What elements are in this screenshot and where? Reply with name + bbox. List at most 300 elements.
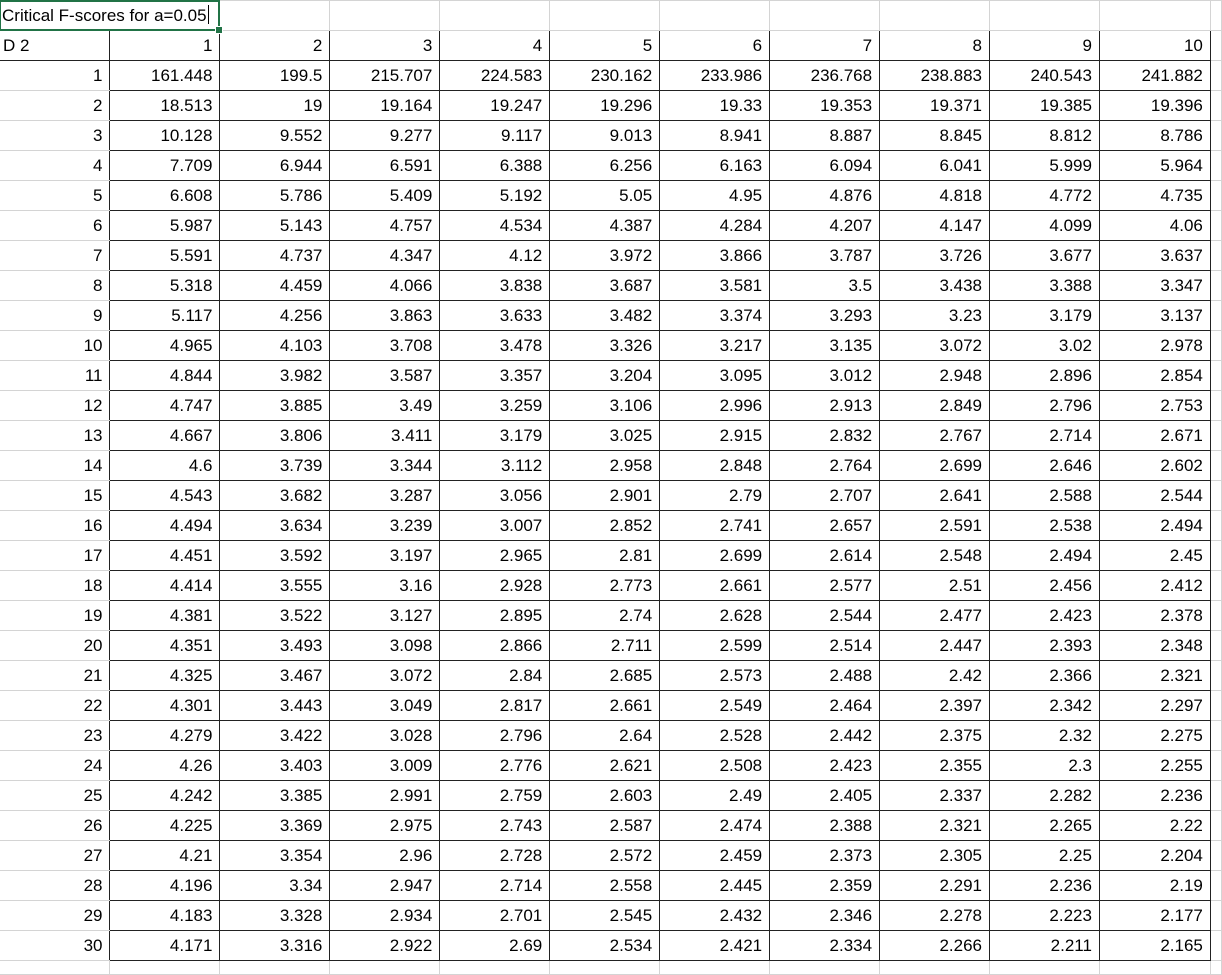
cell[interactable]	[1210, 721, 1221, 751]
cell[interactable]	[1210, 91, 1221, 121]
value-cell[interactable]: 8.786	[1099, 121, 1210, 151]
value-cell[interactable]: 3.806	[220, 421, 330, 451]
row-label-cell[interactable]: 16	[0, 511, 110, 541]
corner-label-cell[interactable]: D 2	[0, 31, 110, 61]
value-cell[interactable]: 4.066	[330, 271, 440, 301]
value-cell[interactable]: 2.405	[770, 781, 880, 811]
value-cell[interactable]: 4.279	[110, 721, 220, 751]
value-cell[interactable]: 240.543	[990, 61, 1100, 91]
value-cell[interactable]: 3.287	[330, 481, 440, 511]
value-cell[interactable]: 3.637	[1099, 241, 1210, 271]
value-cell[interactable]: 4.494	[110, 511, 220, 541]
active-cell[interactable]	[0, 1, 220, 31]
value-cell[interactable]: 8.941	[660, 121, 770, 151]
value-cell[interactable]: 3.137	[1099, 301, 1210, 331]
value-cell[interactable]: 2.442	[770, 721, 880, 751]
value-cell[interactable]: 19.164	[330, 91, 440, 121]
value-cell[interactable]: 2.359	[770, 871, 880, 901]
value-cell[interactable]: 2.573	[660, 661, 770, 691]
cell[interactable]	[1210, 571, 1221, 601]
value-cell[interactable]: 2.922	[330, 931, 440, 961]
cell[interactable]	[1210, 121, 1221, 151]
value-cell[interactable]: 2.3	[990, 751, 1100, 781]
value-cell[interactable]: 6.591	[330, 151, 440, 181]
row-label-cell[interactable]: 5	[0, 181, 110, 211]
value-cell[interactable]: 6.608	[110, 181, 220, 211]
value-cell[interactable]: 9.117	[440, 121, 550, 151]
value-cell[interactable]: 7.709	[110, 151, 220, 181]
value-cell[interactable]: 19.396	[1099, 91, 1210, 121]
value-cell[interactable]: 2.19	[1099, 871, 1210, 901]
value-cell[interactable]: 3.863	[330, 301, 440, 331]
value-cell[interactable]: 2.321	[880, 811, 990, 841]
value-cell[interactable]: 4.06	[1099, 211, 1210, 241]
value-cell[interactable]: 3.098	[330, 631, 440, 661]
value-cell[interactable]: 2.236	[990, 871, 1100, 901]
row-label-cell[interactable]: 24	[0, 751, 110, 781]
value-cell[interactable]: 4.876	[770, 181, 880, 211]
value-cell[interactable]: 3.049	[330, 691, 440, 721]
value-cell[interactable]: 2.211	[990, 931, 1100, 961]
value-cell[interactable]: 4.103	[220, 331, 330, 361]
value-cell[interactable]: 2.572	[550, 841, 660, 871]
value-cell[interactable]: 2.278	[880, 901, 990, 931]
value-cell[interactable]: 2.707	[770, 481, 880, 511]
column-header-cell[interactable]: 9	[990, 31, 1100, 61]
value-cell[interactable]: 3.007	[440, 511, 550, 541]
value-cell[interactable]: 2.488	[770, 661, 880, 691]
row-label-cell[interactable]: 8	[0, 271, 110, 301]
value-cell[interactable]: 3.028	[330, 721, 440, 751]
cell[interactable]	[330, 1, 440, 31]
value-cell[interactable]: 2.928	[440, 571, 550, 601]
cell[interactable]	[1210, 421, 1221, 451]
value-cell[interactable]: 4.242	[110, 781, 220, 811]
value-cell[interactable]: 2.714	[990, 421, 1100, 451]
value-cell[interactable]: 2.549	[660, 691, 770, 721]
value-cell[interactable]: 2.397	[880, 691, 990, 721]
value-cell[interactable]: 4.667	[110, 421, 220, 451]
value-cell[interactable]: 2.591	[880, 511, 990, 541]
value-cell[interactable]: 2.587	[550, 811, 660, 841]
cell[interactable]	[0, 961, 110, 975]
value-cell[interactable]: 3.739	[220, 451, 330, 481]
value-cell[interactable]: 4.543	[110, 481, 220, 511]
value-cell[interactable]: 3.687	[550, 271, 660, 301]
cell[interactable]	[1210, 961, 1221, 975]
value-cell[interactable]: 2.393	[990, 631, 1100, 661]
value-cell[interactable]: 3.385	[220, 781, 330, 811]
value-cell[interactable]: 2.948	[880, 361, 990, 391]
value-cell[interactable]: 2.223	[990, 901, 1100, 931]
value-cell[interactable]: 8.845	[880, 121, 990, 151]
value-cell[interactable]: 3.682	[220, 481, 330, 511]
row-label-cell[interactable]: 26	[0, 811, 110, 841]
value-cell[interactable]: 2.49	[660, 781, 770, 811]
value-cell[interactable]: 3.127	[330, 601, 440, 631]
value-cell[interactable]: 3.708	[330, 331, 440, 361]
cell[interactable]	[880, 961, 990, 975]
value-cell[interactable]: 4.301	[110, 691, 220, 721]
value-cell[interactable]: 2.773	[550, 571, 660, 601]
value-cell[interactable]: 2.776	[440, 751, 550, 781]
value-cell[interactable]: 2.423	[990, 601, 1100, 631]
value-cell[interactable]: 6.163	[660, 151, 770, 181]
value-cell[interactable]: 3.482	[550, 301, 660, 331]
cell[interactable]	[1099, 1, 1210, 31]
row-label-cell[interactable]: 15	[0, 481, 110, 511]
value-cell[interactable]: 3.374	[660, 301, 770, 331]
value-cell[interactable]: 3.634	[220, 511, 330, 541]
row-label-cell[interactable]: 12	[0, 391, 110, 421]
value-cell[interactable]: 2.514	[770, 631, 880, 661]
value-cell[interactable]: 2.464	[770, 691, 880, 721]
value-cell[interactable]: 2.337	[880, 781, 990, 811]
value-cell[interactable]: 2.848	[660, 451, 770, 481]
value-cell[interactable]: 3.5	[770, 271, 880, 301]
value-cell[interactable]: 4.183	[110, 901, 220, 931]
value-cell[interactable]: 4.21	[110, 841, 220, 871]
value-cell[interactable]: 2.79	[660, 481, 770, 511]
value-cell[interactable]: 3.179	[990, 301, 1100, 331]
value-cell[interactable]: 2.661	[550, 691, 660, 721]
row-label-cell[interactable]: 27	[0, 841, 110, 871]
value-cell[interactable]: 4.818	[880, 181, 990, 211]
row-label-cell[interactable]: 2	[0, 91, 110, 121]
value-cell[interactable]: 2.628	[660, 601, 770, 631]
value-cell[interactable]: 3.112	[440, 451, 550, 481]
cell[interactable]	[440, 1, 550, 31]
cell[interactable]	[1210, 1, 1221, 31]
value-cell[interactable]: 2.965	[440, 541, 550, 571]
value-cell[interactable]: 3.726	[880, 241, 990, 271]
cell[interactable]	[1210, 301, 1221, 331]
value-cell[interactable]: 2.661	[660, 571, 770, 601]
value-cell[interactable]: 19.247	[440, 91, 550, 121]
value-cell[interactable]: 2.796	[990, 391, 1100, 421]
value-cell[interactable]: 2.494	[990, 541, 1100, 571]
value-cell[interactable]: 4.414	[110, 571, 220, 601]
value-cell[interactable]: 2.728	[440, 841, 550, 871]
value-cell[interactable]: 2.991	[330, 781, 440, 811]
cell[interactable]	[1099, 961, 1210, 975]
value-cell[interactable]: 2.508	[660, 751, 770, 781]
value-cell[interactable]: 2.743	[440, 811, 550, 841]
cell[interactable]	[1210, 31, 1221, 61]
cell[interactable]	[1210, 901, 1221, 931]
value-cell[interactable]: 3.478	[440, 331, 550, 361]
value-cell[interactable]: 236.768	[770, 61, 880, 91]
row-label-cell[interactable]: 10	[0, 331, 110, 361]
column-header-cell[interactable]: 4	[440, 31, 550, 61]
value-cell[interactable]: 3.677	[990, 241, 1100, 271]
cell[interactable]	[1210, 661, 1221, 691]
value-cell[interactable]: 2.255	[1099, 751, 1210, 781]
column-header-cell[interactable]: 3	[330, 31, 440, 61]
row-label-cell[interactable]: 19	[0, 601, 110, 631]
cell[interactable]	[1210, 211, 1221, 241]
value-cell[interactable]: 2.421	[660, 931, 770, 961]
row-label-cell[interactable]: 20	[0, 631, 110, 661]
value-cell[interactable]: 2.25	[990, 841, 1100, 871]
value-cell[interactable]: 2.423	[770, 751, 880, 781]
value-cell[interactable]: 2.355	[880, 751, 990, 781]
value-cell[interactable]: 2.348	[1099, 631, 1210, 661]
value-cell[interactable]: 2.641	[880, 481, 990, 511]
value-cell[interactable]: 2.32	[990, 721, 1100, 751]
cell[interactable]	[1210, 391, 1221, 421]
value-cell[interactable]: 6.256	[550, 151, 660, 181]
column-header-cell[interactable]: 7	[770, 31, 880, 61]
value-cell[interactable]: 2.305	[880, 841, 990, 871]
value-cell[interactable]: 3.179	[440, 421, 550, 451]
value-cell[interactable]: 2.534	[550, 931, 660, 961]
value-cell[interactable]: 2.934	[330, 901, 440, 931]
cell[interactable]	[1210, 451, 1221, 481]
value-cell[interactable]: 2.915	[660, 421, 770, 451]
cell[interactable]	[220, 1, 330, 31]
value-cell[interactable]: 238.883	[880, 61, 990, 91]
value-cell[interactable]: 9.277	[330, 121, 440, 151]
value-cell[interactable]: 2.177	[1099, 901, 1210, 931]
value-cell[interactable]: 3.316	[220, 931, 330, 961]
value-cell[interactable]: 3.095	[660, 361, 770, 391]
column-header-cell[interactable]: 10	[1099, 31, 1210, 61]
value-cell[interactable]: 4.171	[110, 931, 220, 961]
value-cell[interactable]: 2.646	[990, 451, 1100, 481]
value-cell[interactable]: 3.239	[330, 511, 440, 541]
cell[interactable]	[1210, 511, 1221, 541]
value-cell[interactable]: 2.852	[550, 511, 660, 541]
cell[interactable]	[990, 1, 1100, 31]
value-cell[interactable]: 3.326	[550, 331, 660, 361]
value-cell[interactable]: 2.74	[550, 601, 660, 631]
value-cell[interactable]: 2.701	[440, 901, 550, 931]
value-cell[interactable]: 2.42	[880, 661, 990, 691]
cell[interactable]	[550, 961, 660, 975]
value-cell[interactable]: 2.901	[550, 481, 660, 511]
value-cell[interactable]: 5.999	[990, 151, 1100, 181]
cell[interactable]	[1210, 271, 1221, 301]
value-cell[interactable]: 2.342	[990, 691, 1100, 721]
value-cell[interactable]: 6.041	[880, 151, 990, 181]
row-label-cell[interactable]: 28	[0, 871, 110, 901]
value-cell[interactable]: 3.581	[660, 271, 770, 301]
value-cell[interactable]: 4.387	[550, 211, 660, 241]
value-cell[interactable]: 2.603	[550, 781, 660, 811]
value-cell[interactable]: 3.467	[220, 661, 330, 691]
value-cell[interactable]: 4.351	[110, 631, 220, 661]
value-cell[interactable]: 3.972	[550, 241, 660, 271]
value-cell[interactable]: 2.796	[440, 721, 550, 751]
value-cell[interactable]: 6.094	[770, 151, 880, 181]
cell[interactable]	[1210, 541, 1221, 571]
row-label-cell[interactable]: 30	[0, 931, 110, 961]
cell[interactable]	[1210, 61, 1221, 91]
value-cell[interactable]: 4.147	[880, 211, 990, 241]
value-cell[interactable]: 2.366	[990, 661, 1100, 691]
value-cell[interactable]: 2.373	[770, 841, 880, 871]
row-label-cell[interactable]: 17	[0, 541, 110, 571]
value-cell[interactable]: 3.135	[770, 331, 880, 361]
value-cell[interactable]: 2.548	[880, 541, 990, 571]
value-cell[interactable]: 3.072	[880, 331, 990, 361]
value-cell[interactable]: 6.944	[220, 151, 330, 181]
value-cell[interactable]: 3.197	[330, 541, 440, 571]
value-cell[interactable]: 3.009	[330, 751, 440, 781]
value-cell[interactable]: 4.737	[220, 241, 330, 271]
value-cell[interactable]: 2.275	[1099, 721, 1210, 751]
value-cell[interactable]: 3.587	[330, 361, 440, 391]
cell[interactable]	[660, 961, 770, 975]
value-cell[interactable]: 2.671	[1099, 421, 1210, 451]
value-cell[interactable]: 3.354	[220, 841, 330, 871]
value-cell[interactable]: 2.699	[660, 541, 770, 571]
cell[interactable]	[1210, 841, 1221, 871]
value-cell[interactable]: 2.866	[440, 631, 550, 661]
value-cell[interactable]: 2.528	[660, 721, 770, 751]
column-header-cell[interactable]: 8	[880, 31, 990, 61]
value-cell[interactable]: 2.544	[770, 601, 880, 631]
value-cell[interactable]: 3.328	[220, 901, 330, 931]
row-label-cell[interactable]: 14	[0, 451, 110, 481]
value-cell[interactable]: 5.591	[110, 241, 220, 271]
value-cell[interactable]: 3.403	[220, 751, 330, 781]
value-cell[interactable]: 5.318	[110, 271, 220, 301]
value-cell[interactable]: 2.297	[1099, 691, 1210, 721]
value-cell[interactable]: 3.217	[660, 331, 770, 361]
value-cell[interactable]: 5.964	[1099, 151, 1210, 181]
value-cell[interactable]: 3.293	[770, 301, 880, 331]
value-cell[interactable]: 3.34	[220, 871, 330, 901]
value-cell[interactable]: 3.388	[990, 271, 1100, 301]
column-header-cell[interactable]: 2	[220, 31, 330, 61]
value-cell[interactable]: 2.266	[880, 931, 990, 961]
value-cell[interactable]: 2.538	[990, 511, 1100, 541]
value-cell[interactable]: 3.633	[440, 301, 550, 331]
value-cell[interactable]: 5.192	[440, 181, 550, 211]
value-cell[interactable]: 3.025	[550, 421, 660, 451]
value-cell[interactable]: 2.81	[550, 541, 660, 571]
value-cell[interactable]: 6.388	[440, 151, 550, 181]
value-cell[interactable]: 5.409	[330, 181, 440, 211]
cell[interactable]	[880, 1, 990, 31]
value-cell[interactable]: 4.844	[110, 361, 220, 391]
value-cell[interactable]: 3.592	[220, 541, 330, 571]
value-cell[interactable]: 215.707	[330, 61, 440, 91]
value-cell[interactable]: 3.493	[220, 631, 330, 661]
value-cell[interactable]: 4.965	[110, 331, 220, 361]
value-cell[interactable]: 4.747	[110, 391, 220, 421]
value-cell[interactable]: 2.996	[660, 391, 770, 421]
value-cell[interactable]: 3.344	[330, 451, 440, 481]
value-cell[interactable]: 2.753	[1099, 391, 1210, 421]
row-label-cell[interactable]: 18	[0, 571, 110, 601]
row-label-cell[interactable]: 9	[0, 301, 110, 331]
value-cell[interactable]: 2.896	[990, 361, 1100, 391]
value-cell[interactable]: 4.757	[330, 211, 440, 241]
cell[interactable]	[1210, 811, 1221, 841]
value-cell[interactable]: 2.975	[330, 811, 440, 841]
row-label-cell[interactable]: 25	[0, 781, 110, 811]
value-cell[interactable]: 3.056	[440, 481, 550, 511]
value-cell[interactable]: 3.106	[550, 391, 660, 421]
value-cell[interactable]: 4.451	[110, 541, 220, 571]
value-cell[interactable]: 2.477	[880, 601, 990, 631]
value-cell[interactable]: 2.236	[1099, 781, 1210, 811]
cell[interactable]	[770, 1, 880, 31]
row-label-cell[interactable]: 22	[0, 691, 110, 721]
cell[interactable]	[1210, 931, 1221, 961]
value-cell[interactable]: 3.438	[880, 271, 990, 301]
value-cell[interactable]: 2.558	[550, 871, 660, 901]
row-label-cell[interactable]: 13	[0, 421, 110, 451]
value-cell[interactable]: 3.369	[220, 811, 330, 841]
value-cell[interactable]: 3.012	[770, 361, 880, 391]
cell[interactable]	[220, 961, 330, 975]
row-label-cell[interactable]: 29	[0, 901, 110, 931]
value-cell[interactable]: 230.162	[550, 61, 660, 91]
value-cell[interactable]: 2.494	[1099, 511, 1210, 541]
value-cell[interactable]: 2.764	[770, 451, 880, 481]
cell[interactable]	[1210, 871, 1221, 901]
cell[interactable]	[990, 961, 1100, 975]
value-cell[interactable]: 9.552	[220, 121, 330, 151]
value-cell[interactable]: 2.69	[440, 931, 550, 961]
value-cell[interactable]: 2.958	[550, 451, 660, 481]
value-cell[interactable]: 3.02	[990, 331, 1100, 361]
value-cell[interactable]: 2.832	[770, 421, 880, 451]
row-label-cell[interactable]: 7	[0, 241, 110, 271]
value-cell[interactable]: 4.225	[110, 811, 220, 841]
value-cell[interactable]: 2.445	[660, 871, 770, 901]
value-cell[interactable]: 2.378	[1099, 601, 1210, 631]
value-cell[interactable]: 2.614	[770, 541, 880, 571]
value-cell[interactable]: 2.588	[990, 481, 1100, 511]
cell[interactable]	[770, 961, 880, 975]
value-cell[interactable]: 2.96	[330, 841, 440, 871]
value-cell[interactable]: 2.334	[770, 931, 880, 961]
value-cell[interactable]: 224.583	[440, 61, 550, 91]
cell[interactable]	[1210, 361, 1221, 391]
value-cell[interactable]: 2.346	[770, 901, 880, 931]
cell[interactable]	[1210, 751, 1221, 781]
cell[interactable]	[110, 961, 220, 975]
value-cell[interactable]: 2.741	[660, 511, 770, 541]
value-cell[interactable]: 2.854	[1099, 361, 1210, 391]
value-cell[interactable]: 9.013	[550, 121, 660, 151]
value-cell[interactable]: 4.284	[660, 211, 770, 241]
value-cell[interactable]: 2.577	[770, 571, 880, 601]
value-cell[interactable]: 2.51	[880, 571, 990, 601]
cell[interactable]	[330, 961, 440, 975]
value-cell[interactable]: 161.448	[110, 61, 220, 91]
value-cell[interactable]: 4.347	[330, 241, 440, 271]
value-cell[interactable]: 2.978	[1099, 331, 1210, 361]
value-cell[interactable]: 3.443	[220, 691, 330, 721]
value-cell[interactable]: 2.375	[880, 721, 990, 751]
value-cell[interactable]: 2.204	[1099, 841, 1210, 871]
value-cell[interactable]: 4.534	[440, 211, 550, 241]
value-cell[interactable]: 3.982	[220, 361, 330, 391]
value-cell[interactable]: 5.143	[220, 211, 330, 241]
value-cell[interactable]: 2.22	[1099, 811, 1210, 841]
value-cell[interactable]: 2.602	[1099, 451, 1210, 481]
value-cell[interactable]: 19.296	[550, 91, 660, 121]
value-cell[interactable]: 241.882	[1099, 61, 1210, 91]
value-cell[interactable]: 3.259	[440, 391, 550, 421]
value-cell[interactable]: 4.6	[110, 451, 220, 481]
